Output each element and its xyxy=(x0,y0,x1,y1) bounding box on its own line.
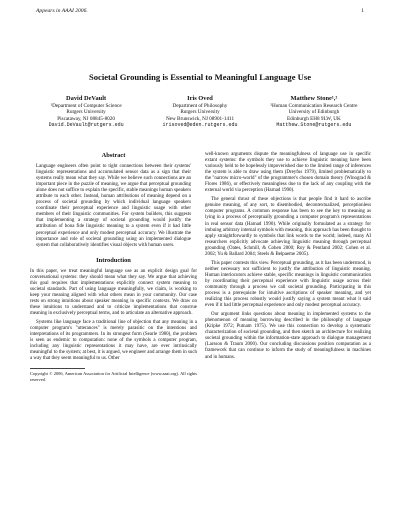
author-name: David DeVault xyxy=(66,95,107,102)
left-column xyxy=(30,152,197,382)
author-email: irisoved@eden.rutgers.edu xyxy=(162,121,238,128)
body-paragraph: Our argument links questions about meaning in implemented systems to the phenomenon of meaning borrowing described in the philosophy of language (Kripke 1972; Putnam 1975). We use this connection to develop a systematic characterization of societal grounding, and then sketch an architecture for realizing societal grounding within the information-state approach to dialogue management (Larsson & Traum 2000). Our concluding discussions position computation as a framework that can continue to inform the study of meaningfulness in machines and in humans. xyxy=(205,312,371,360)
paper-title: Societal Grounding is Essential to Meaningful Language Use xyxy=(88,72,312,82)
copyright-notice: Copyright © 2006, American Association for Artificial Intelligence (www.aaai.org). All rights reserved. xyxy=(30,371,197,382)
author-name: Iris Oved xyxy=(187,95,213,102)
body-paragraph: well-known arguments dispute the meaningfulness of language use in specific extant systems: the symbols they use to achieve linguistic meaning have been variously held to be hopelessly impoverished due to the limited range of inferences the system is able to draw using them (Dreyfus 1979), limited problematically to the "narrow micro-world" of the programmer's chosen domain theory (Winograd & Flores 1986), or effectively meaningless due to the lack of any coupling with the external world via perception (Harnad 1990). xyxy=(205,152,371,194)
footnote-rule xyxy=(30,368,85,369)
author-affiliation-line: Department of Philosophy xyxy=(172,103,228,109)
author-email: David.DeVault@rutgers.edu xyxy=(48,121,124,128)
body-paragraph: The general thrust of these objections is that people find it hard to ascribe genuine meaning, of any sort, to disembodied, decontextualized, perceptionless computer programs. A common response has been to see the key to meaning as lying in a process of perceptually grounding a computer program's representations in real sensor data (Harnad 1990). While originally formulated as a strategy for imbuing arbitrary internal symbols with meaning, this approach has been thought to apply straightforwardly to symbols that link words to the world; indeed, many AI researchers explicitly advocate achieving linguistic meaning through perceptual grounding (Oates, Schmill, & Cohen 2000; Roy & Pentland 2002; Cohen et al. 2002; Yu & Ballard 2004; Steels & Belpaeme 2005). xyxy=(205,197,371,257)
author-oved xyxy=(144,95,256,128)
author-email: Matthew.Stone@rutgers.edu xyxy=(276,121,352,128)
author-affiliation-line: Rutgers University xyxy=(180,109,220,116)
venue-note: Appears in AAAI 2006. xyxy=(36,8,88,14)
author-devault xyxy=(30,95,142,128)
author-affiliation-line: University of Edinburgh xyxy=(288,109,340,116)
author-affiliation-line: ²Human Communication Research Centre xyxy=(270,103,358,109)
right-column xyxy=(205,152,371,364)
abstract-heading: Abstract xyxy=(101,152,126,159)
author-affiliation-line: Piscataway, NJ 08845-8020 xyxy=(57,115,115,122)
body-paragraph: Systems like language face a traditional line of objection that any meaning in a computer program's "utterances" is merely parasitic on the intentions and interpretations of its programmers. In its strongest form (Searle 1980), the problem is seen as endemic to computation: none of the symbols a computer program, including any linguistic representations it may have, are ever intrinsically meaningful to the system; at best, it is argued, we engineer and arrange them in such a way that they seem meaningful to us. Other xyxy=(30,320,197,362)
author-stone xyxy=(258,95,370,128)
author-name: Matthew Stone¹,² xyxy=(290,95,338,102)
abstract-text: Language engineers often point to tight connections between their systems' linguistic representations and accumulated sensor data as a sign that their systems really mean what they say. While we believe such connections are an important piece in the puzzle of meaning, we argue that perceptual grounding alone does not suffice to explain the specific, stable meanings human speakers attribute to each other. Instead, human attributions of meaning depend on a process of societal grounding by which individual language speakers coordinate their perceptual experience and linguistic usage with other members of their linguistic communities. For system builders, this suggests that implementing a strategy of societal grounding would justify the attribution of bona fide linguistic meaning to a system even if it had little perceptual experience and only modest perceptual accuracy. We illustrate the importance and role of societal grounding using an implemented dialogue system that collaboratively identifies visual objects with human users. xyxy=(36,164,191,248)
body-paragraph: In this paper, we treat meaningful language use as an explicit design goal for conversational systems: they should mean what they say. We argue that achieving this goal requires that implementations explicitly connect system meaning to societal standards. Part of using language meaningfully, we claim, is working to keep your meaning aligned with what others mean in your community. Our case rests on strong intuitions about speaker meaning in specific contexts. We draw on these intuitions to understand and to criticize implementations that construe meaning in exclusively perceptual terms, and to articulate an alternative approach. xyxy=(30,268,197,316)
author-affiliation-line: New Brunswick, NJ 08901-1411 xyxy=(165,115,235,122)
page-number: 1 xyxy=(361,8,364,14)
author-block xyxy=(30,95,370,128)
body-paragraph: This paper contests this view. Perceptual grounding, as it has been understood, is neither necessary nor sufficient to justify the attribution of linguistic meaning. Human interlocutors achieve stable, specific meanings in linguistic communication by coordinating their perceptual experience with linguistic usage across their community through a process we call societal grounding. Participating in this process is a prerequisite for intuitive ascriptions of speaker meaning, and yet realizing this process robustly would justify saying a system meant what it said even if it had little perceptual experience and only modest perceptual accuracy. xyxy=(205,260,371,309)
author-affiliation-line: Edinburgh EH8 9LW, UK xyxy=(287,115,341,122)
introduction-heading: Introduction xyxy=(96,256,131,264)
author-affiliation-line: Rutgers University xyxy=(66,109,106,116)
author-affiliation-line: ¹Department of Computer Science xyxy=(50,103,122,109)
